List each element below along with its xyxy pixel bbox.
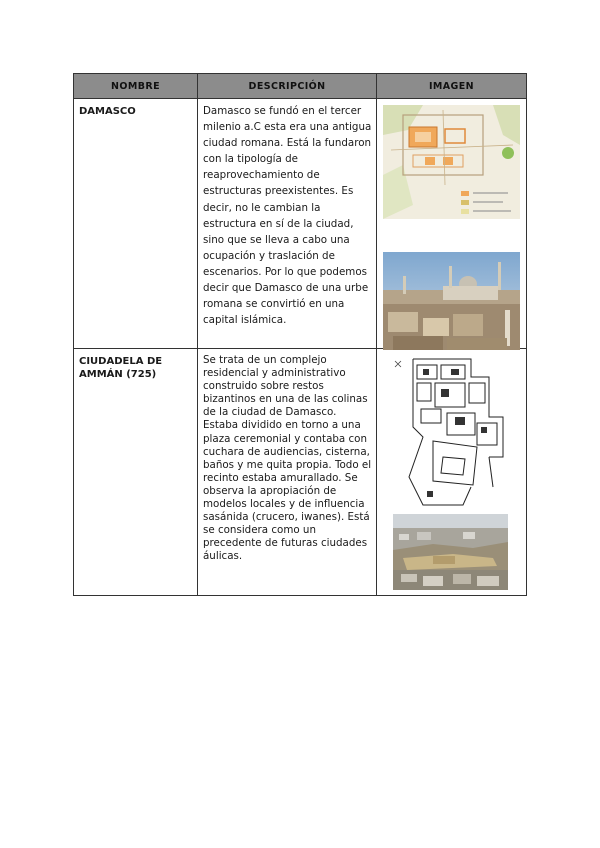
row-description-ciudadela: Se trata de un complejo residencial y administrativo construido sobre restos bizantinos en una de las colinas de la ciudad de Damasco. Estaba dividido en torno a una plaza ceremonial y contaba con cuchara de audiencias, cisterna, baños y me quita propia. Todo el recinto estaba amurallado. Se observa la apropiación de modelos locales y de influencia sasánida (crucero, iwanes). Está se considera como un precedente de futuras ciudades áulicas.	[198, 349, 377, 596]
header-nombre: NOMBRE	[74, 74, 198, 99]
damascus-city-photo	[383, 252, 520, 350]
table-row	[74, 349, 527, 596]
content-table	[73, 73, 527, 596]
row-name-damasco: DAMASCO	[74, 99, 198, 349]
table-row	[74, 99, 527, 349]
citadel-plan-drawing	[393, 357, 513, 509]
row-description-damasco: Damasco se fundó en el tercer milenio a.C esta era una antigua ciudad romana. Está la fundaron con la tipología de reaprovechamiento de estructuras preexistentes. Es decir, no le cambian la estructura en sí de la ciudad, sino que se lleva a cabo una ocupación y traslación de escenarios. Por lo que podemos decir que Damasco de una urbe romana se convirtió en una capital islámica.	[198, 99, 377, 349]
header-imagen: IMAGEN	[377, 74, 527, 99]
damascus-map-image	[383, 105, 520, 219]
row-images-ciudadela	[377, 349, 527, 596]
citadel-aerial-photo	[393, 514, 508, 590]
row-images-damasco	[377, 99, 527, 349]
table-header-row	[74, 74, 527, 99]
header-descripcion: DESCRIPCIÓN	[198, 74, 377, 99]
row-name-ciudadela: CIUDADELA DE AMMÁN (725)	[74, 349, 198, 596]
